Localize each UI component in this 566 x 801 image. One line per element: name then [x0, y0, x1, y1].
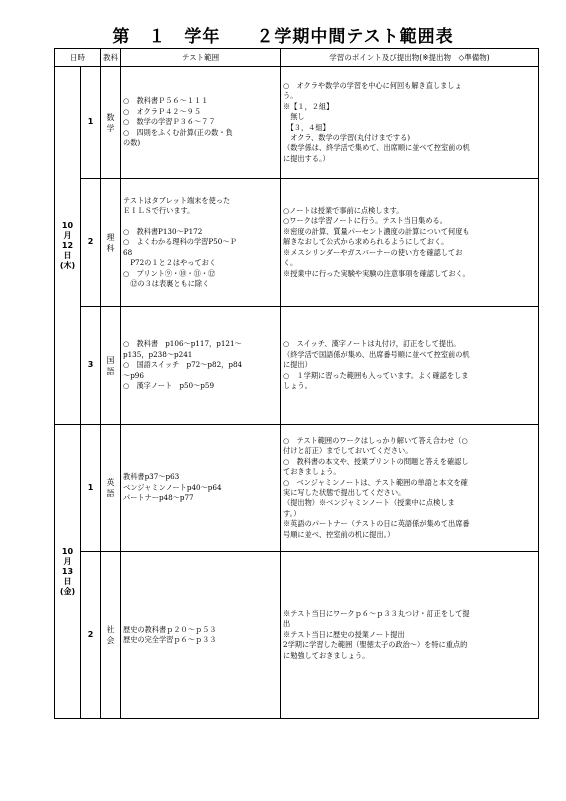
range-line: P72の１と２はやっておく	[123, 258, 217, 268]
subject-cell	[101, 67, 121, 179]
subject-line: 学	[106, 123, 115, 133]
points-cell	[281, 552, 539, 719]
range-line: ○ 教科書P130～P172	[123, 226, 203, 236]
range-line	[123, 216, 278, 226]
date-line: 12	[61, 240, 74, 250]
points-line: （提出物）※ベンジャミンノート（授業中に点検しま	[283, 498, 455, 508]
points-line: 実に写した状態で提出してください。	[283, 488, 406, 497]
points-line: ○ワークは学習ノートに行う。テスト当日集める。	[283, 216, 447, 226]
points-line: ※テスト当日にワークｐ６～ｐ３３丸つけ・訂正をして提	[283, 608, 470, 618]
subject-line: 数	[106, 112, 115, 122]
date-line: 月	[63, 556, 72, 566]
points-line: ○ テスト範囲のワークはしっかり解いて答え合わせ（○	[283, 435, 468, 445]
range-line: ベンジャミンノートp40～p64	[123, 482, 222, 492]
range-cell	[121, 179, 281, 307]
points-line: く。	[283, 258, 298, 268]
points-line: 出	[283, 619, 291, 629]
subject-row	[55, 179, 539, 307]
range-cell	[121, 307, 281, 425]
range-line: ○ 国語スイッチ p72～p82，p84	[123, 360, 243, 370]
points-cell	[281, 425, 539, 552]
header-row	[55, 49, 539, 67]
date-line: 10	[61, 220, 74, 230]
subject-line: 英	[106, 478, 115, 487]
subject-line: 会	[106, 636, 115, 645]
range-line: ○ オクラＰ４２～９５	[123, 106, 202, 116]
subject-line: 科	[106, 243, 115, 253]
range-line: ○ 教科書Ｐ５６～１１１	[123, 96, 209, 106]
points-line: ○ １学期に習った範囲も入っています。よく確認をしま	[283, 370, 469, 380]
date-cell	[55, 425, 81, 719]
range-line: ○ 数学の学習Ｐ３６～７７	[123, 117, 216, 127]
points-cell	[281, 179, 539, 307]
range-cell	[121, 552, 281, 719]
range-line: p135，p238～p241	[123, 349, 193, 359]
date-line: 日	[63, 576, 72, 586]
points-line: 付けと訂正）までしておいてください。	[283, 446, 413, 456]
subject-cell	[101, 552, 121, 719]
range-line: ⑫の３は表裏ともに除く	[123, 278, 210, 288]
period-cell: 2	[81, 552, 101, 719]
points-line: ※授業中に行った実験や実験の注意事項を確認しておく。	[283, 268, 470, 278]
subject-row	[55, 552, 539, 719]
range-cell	[121, 67, 281, 179]
date-line: 10	[61, 546, 74, 556]
range-line: の数)	[123, 138, 141, 148]
date-line: 13	[61, 566, 74, 576]
period-cell: 2	[81, 179, 101, 307]
range-line: 教科書p37～p63	[123, 472, 180, 482]
date-cell	[55, 67, 81, 425]
points-line: ○ オクラや数学の学習を中心に何回も解き直しましょ	[283, 80, 462, 90]
points-line: ※密度の計算、質量パーセント濃度の計算について何度も	[283, 226, 470, 236]
points-cell	[281, 307, 539, 425]
range-line: ○ 教科書 p106～p117，p121～	[123, 339, 242, 349]
subject-cell	[101, 425, 121, 552]
period-cell: 1	[81, 67, 101, 179]
range-line: パートナーp48～p77	[123, 493, 194, 503]
points-line: ※テスト当日に歴史の授業ノート提出	[283, 629, 405, 639]
points-line: ○ スイッチ、漢字ノートは丸付け，訂正をして提出。	[283, 339, 461, 349]
range-line: ○ よくわかる理科の学習P50～Ｐ	[123, 237, 237, 247]
points-line: ※メスシリンダーやガスバーナーの使い方を確認してお	[283, 247, 463, 257]
period-cell: 1	[81, 425, 101, 552]
points-line: ておきましょう。	[283, 467, 341, 477]
subject-row	[55, 307, 539, 425]
points-line: ○ ベンジャミンノートは、テスト範囲の単語と本文を確	[283, 477, 468, 487]
range-line: テストはタブレット端末を使った	[123, 195, 231, 205]
subject-line: 語	[106, 366, 115, 376]
range-line: ○ プリント⑨・⑩・⑪・⑫	[123, 268, 216, 278]
range-line: ○ 四則をふくむ計算(正の数・負	[123, 127, 233, 137]
header-points: 学習のポイント及び提出物(※提出物 ◇準備物)	[281, 49, 539, 67]
points-line: （終学活で国語係が集め、出席番号順に並べて控室前の机	[283, 349, 470, 359]
range-line: ～p96	[123, 370, 144, 380]
range-line: 歴史の教科書ｐ２０～ｐ５３	[123, 624, 217, 634]
points-line: オクラ、数学の学習(丸付けまでする)	[283, 132, 411, 142]
points-line: 【３，４組】	[283, 122, 330, 132]
header-subject: 教科	[101, 49, 121, 67]
subject-line: 国	[106, 355, 115, 365]
date-line: 月	[63, 230, 72, 240]
points-cell	[281, 67, 539, 179]
subject-row	[55, 425, 539, 552]
range-line: ＥＩＬＳで行います。	[123, 206, 195, 216]
subject-line: 語	[106, 489, 115, 498]
subject-line: 理	[106, 232, 115, 242]
points-line: に提出）	[283, 360, 312, 370]
points-line: ○ノートは授業で事前に点検します。	[283, 206, 404, 216]
points-line: 2学期に学習した範囲（聖徳太子の政治～）を特に重点的	[283, 640, 468, 650]
range-line: 68	[123, 247, 133, 257]
points-line: ○ 教科書の本文や、授業プリントの問題と答えを確認し	[283, 456, 469, 466]
test-range-table	[54, 48, 539, 719]
subject-line: 社	[106, 625, 115, 634]
period-cell: 3	[81, 307, 101, 425]
range-cell	[121, 425, 281, 552]
header-date: 日時	[55, 49, 101, 67]
subject-cell	[101, 307, 121, 425]
points-line: ※英語のパートナー（テストの日に英語係が集めて出席番	[283, 519, 470, 529]
points-line: 号順に並べ、控室前の机に提出。）	[283, 529, 395, 539]
points-line: 解きなおして公式から求められるようにしておく。	[283, 237, 449, 247]
date-line: 日	[63, 250, 72, 260]
page-title: 第 １ 学年 ２学期中間テスト範囲表	[112, 27, 454, 47]
date-line: (木)	[59, 260, 76, 270]
points-line: （数学係は、終学活で集めて、出席順に並べて控室前の机	[283, 143, 470, 153]
points-line: ※【１，２組】	[283, 101, 334, 111]
range-line: ○ 漢字ノート p50～p59	[123, 381, 215, 391]
range-line: 歴史の完全学習ｐ６～ｐ３３	[123, 635, 217, 644]
points-line: に提出する。）	[283, 153, 330, 163]
points-line: う。	[283, 91, 298, 101]
points-line: 無し	[283, 112, 305, 122]
points-line: に勉強しておきましょう。	[283, 650, 370, 660]
points-line: す。）	[283, 508, 301, 518]
subject-row	[55, 67, 539, 179]
subject-cell	[101, 179, 121, 307]
header-range: テスト範囲	[121, 49, 281, 67]
points-line: しょう。	[283, 381, 312, 391]
date-line: (金)	[59, 586, 76, 596]
